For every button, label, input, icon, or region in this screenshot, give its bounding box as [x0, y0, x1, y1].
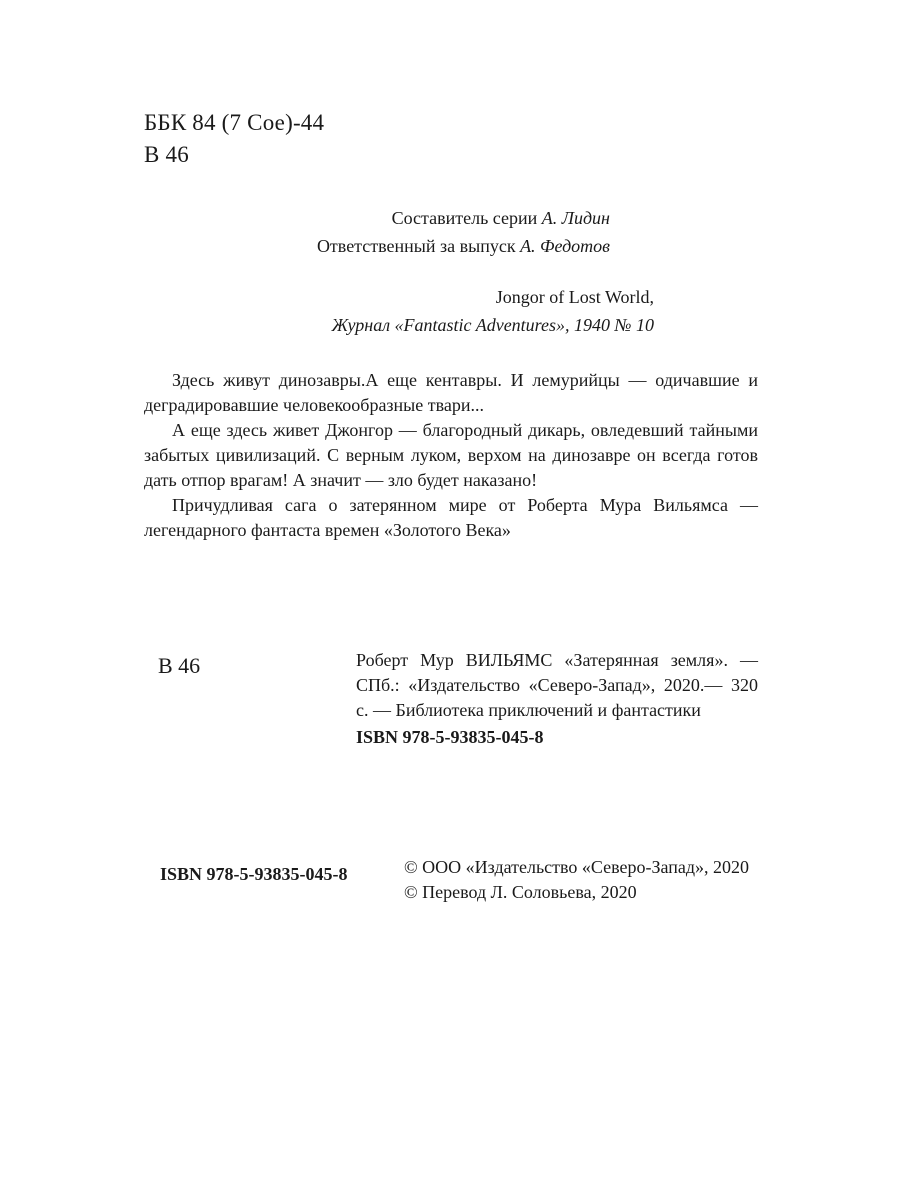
copyright-translation: © Перевод Л. Соловьева, 2020: [404, 882, 637, 902]
original-title: Jongor of Lost World,: [495, 287, 654, 307]
responsible-editor-credit: [250, 232, 610, 260]
catalog-card-description: Роберт Мур ВИЛЬЯМС «Затерянная земля». — СПб.: «Издательство «Северо-Запад», 2020.— 320 с. — Библиотека приключений и фантастики: [356, 650, 758, 720]
series-compiler-name: А. Лидин: [541, 208, 610, 228]
original-source: Журнал «Fantastic Adventures», 1940 № 10: [331, 315, 654, 335]
annotation-paragraph: Здесь живут динозавры.А еще кентавры. И лемурийцы — одичавшие и деградировавшие человекообразные твари...: [144, 370, 758, 415]
bbk-classification-code: ББК 84 (7 Сое)-44: [144, 110, 325, 135]
copyright-block: [404, 855, 764, 905]
book-annotation: [144, 368, 758, 543]
catalog-card-author-mark: В 46: [158, 653, 201, 678]
annotation-paragraph: Причудливая сага о затерянном мире от Роберта Мура Вильямса — легендарного фантаста времен «Золотого Века»: [144, 495, 758, 540]
copyright-publisher: © ООО «Издательство «Северо-Запад», 2020: [404, 857, 750, 877]
catalog-card-isbn: ISBN 978-5-93835-045-8: [356, 727, 544, 747]
footer-isbn: ISBN 978-5-93835-045-8: [160, 864, 348, 884]
catalog-card: [356, 648, 758, 750]
series-compiler-credit: [250, 204, 610, 232]
responsible-editor-label: Ответственный за выпуск: [316, 236, 516, 256]
series-compiler-label: Составитель серии: [391, 208, 538, 228]
responsible-editor-name: А. Федотов: [520, 236, 610, 256]
bbk-author-mark: В 46: [144, 142, 189, 167]
annotation-paragraph: А еще здесь живет Джонгор — благородный дикарь, овледевший тайными забытых цивилизаций. С верным луком, верхом на динозавре он всегда готов дать отпор врагам! А значит — зло будет наказано!: [144, 420, 758, 490]
